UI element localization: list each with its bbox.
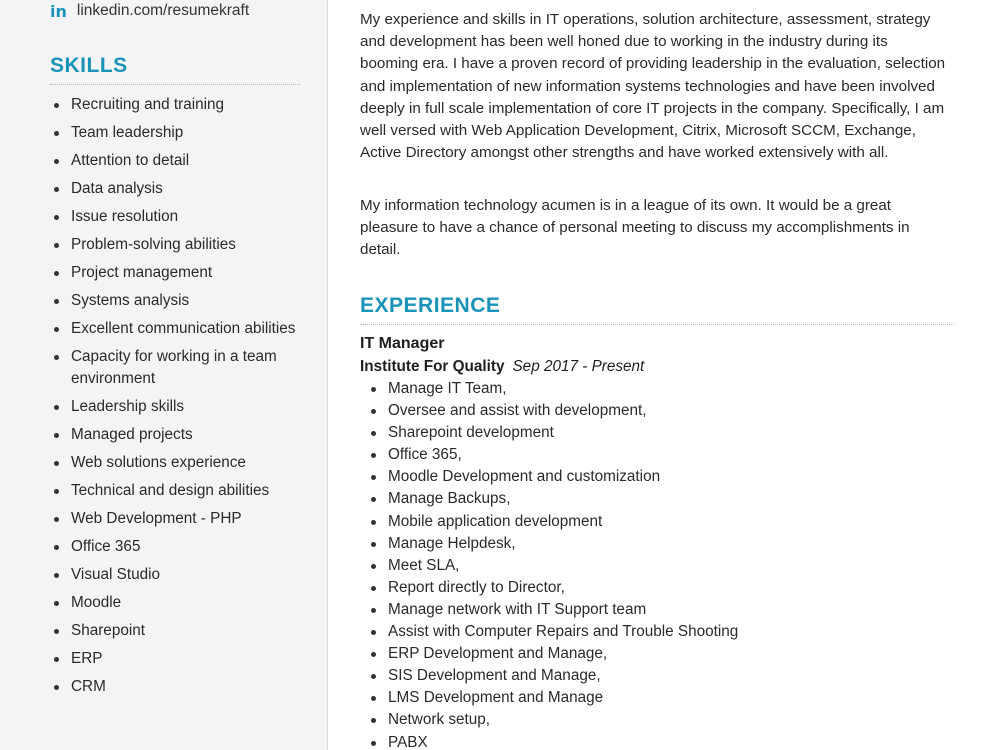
skills-heading: SKILLS: [50, 54, 128, 77]
skill-item: Issue resolution: [50, 206, 310, 228]
skill-item: Attention to detail: [50, 150, 310, 172]
skill-item: Team leadership: [50, 122, 310, 144]
duty-item: Network setup,: [369, 709, 949, 731]
summary-paragraph: My experience and skills in IT operations, solution architecture, assessment, strategy and development has been well honed due to working in the industry during its booming era. I have a proven record of providing leadership in the evaluation, selection and implementation of new information systems technologies and have been involved deeply in full scale implementation of core IT projects in the company. Specifically, I am well versed with Web Application Development, Citrix, Microsoft SCCM, Exchange, Active Directory amongst other strengths and have worked extensively with all.: [360, 11, 946, 162]
duty-item: Assist with Computer Repairs and Trouble Shooting: [369, 621, 949, 643]
job-company: Institute For Quality: [360, 358, 505, 375]
skill-item: Web solutions experience: [50, 452, 310, 474]
skill-item: Sharepoint: [50, 620, 310, 642]
duty-item: Manage network with IT Support team: [369, 599, 949, 621]
linkedin-icon: in: [50, 1, 67, 21]
summary-paragraph: My information technology acumen is in a league of its own. It would be a great pleasure to have a chance of personal meeting to discuss my accomplishments in detail.: [360, 197, 910, 259]
skill-item: Data analysis: [50, 178, 310, 200]
skills-list: [50, 94, 310, 704]
skill-item: Technical and design abilities: [50, 480, 310, 502]
duty-item: PABX: [369, 732, 949, 750]
skill-item: Capacity for working in a team environment: [50, 346, 310, 390]
skill-item: Recruiting and training: [50, 94, 310, 116]
duty-item: Manage Backups,: [369, 488, 949, 510]
linkedin-url[interactable]: linkedin.com/resumekraft: [76, 2, 250, 19]
skill-item: Problem-solving abilities: [50, 234, 310, 256]
skill-item: CRM: [50, 676, 310, 698]
duty-item: LMS Development and Manage: [369, 687, 949, 709]
job-duties-list: [369, 378, 949, 750]
skills-divider: [50, 84, 300, 85]
duty-item: Manage IT Team,: [369, 378, 949, 400]
skill-item: Project management: [50, 262, 310, 284]
duty-item: Sharepoint development: [369, 422, 949, 444]
skill-item: Web Development - PHP: [50, 508, 310, 530]
duty-item: ERP Development and Manage,: [369, 643, 949, 665]
duty-item: Meet SLA,: [369, 555, 949, 577]
duty-item: SIS Development and Manage,: [369, 665, 949, 687]
duty-item: Office 365,: [369, 444, 949, 466]
duty-item: Oversee and assist with development,: [369, 400, 949, 422]
duty-item: Moodle Development and customization: [369, 466, 949, 488]
duty-item: Mobile application development: [369, 511, 949, 533]
duty-item: Report directly to Director,: [369, 577, 949, 599]
skill-item: Visual Studio: [50, 564, 310, 586]
skill-item: Moodle: [50, 592, 310, 614]
skill-item: Excellent communication abilities: [50, 318, 310, 340]
skill-item: Office 365: [50, 536, 310, 558]
experience-heading: EXPERIENCE: [360, 294, 501, 317]
skill-item: Systems analysis: [50, 290, 310, 312]
duty-item: Manage Helpdesk,: [369, 533, 949, 555]
job-meta: [360, 358, 644, 376]
skill-item: Managed projects: [50, 424, 310, 446]
job-title: IT Manager: [360, 335, 445, 352]
sidebar: [0, 0, 328, 750]
experience-divider: [360, 324, 954, 325]
job-dates: Sep 2017 - Present: [512, 358, 645, 375]
skill-item: Leadership skills: [50, 396, 310, 418]
skill-item: ERP: [50, 648, 310, 670]
linkedin-contact[interactable]: [50, 0, 249, 22]
